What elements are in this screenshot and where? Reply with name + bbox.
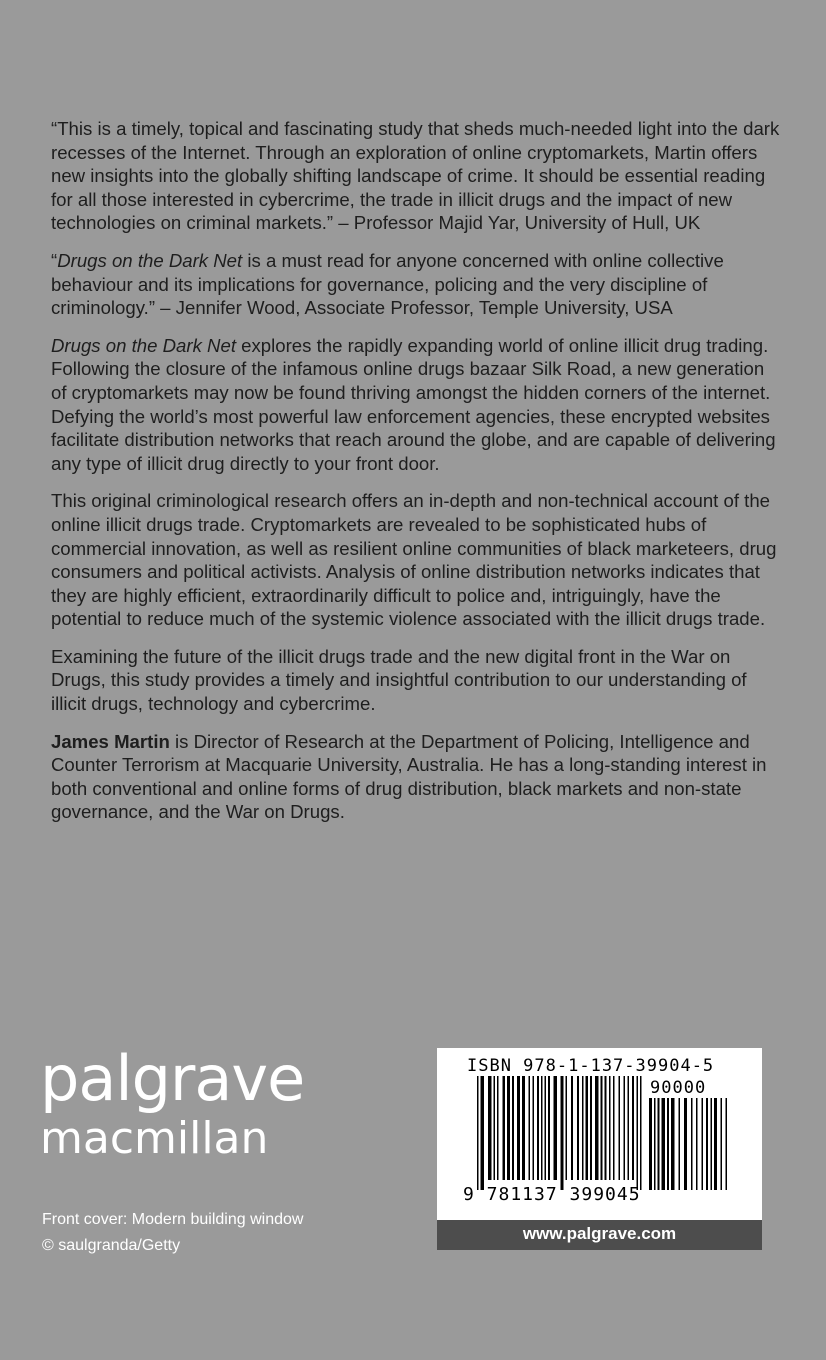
quote-open-mark: “ xyxy=(51,249,58,271)
barcode-bar xyxy=(507,1076,510,1180)
barcode-bar xyxy=(548,1076,550,1180)
book-title-italic: Drugs on the Dark Net xyxy=(51,334,236,356)
barcode-bar xyxy=(640,1076,642,1190)
publisher-logo-line1: palgrave xyxy=(40,1042,305,1115)
author-name: James Martin xyxy=(51,730,170,752)
cover-credit xyxy=(42,1207,303,1259)
barcode-bar xyxy=(582,1076,584,1180)
author-bio-text: is Director of Research at the Department of Policing, Intelligence and Counter Terrorism at Macquarie University, Australia. He has a long-standing interest in both conventional and online forms of drug distribution, black markets and non-state governance, and the War on Drugs. xyxy=(51,730,767,823)
barcode-bar xyxy=(529,1076,531,1180)
review-quote-wood-text: is a must read for anyone concerned with online collective behaviour and its implications for governance, policing and the very discipline of criminology.” – Jennifer Wood, Associate Professor, Temple University, USA xyxy=(51,249,724,319)
barcode-bar xyxy=(545,1076,547,1180)
barcode-bar xyxy=(706,1098,708,1190)
publisher-logo xyxy=(40,1042,305,1164)
author-bio xyxy=(51,730,781,824)
barcode-bar xyxy=(619,1076,621,1180)
barcode-bar xyxy=(605,1076,607,1180)
description-paragraph-1-text: explores the rapidly expanding world of online illicit drug trading. Following the closure of the infamous online drugs bazaar Silk Road, a new generation of cryptomarkets may now be found thriving amongst the hidden corners of the internet. Defying the world’s most powerful law enforcement agencies, these encrypted websites facilitate distribution networks that reach around the globe, and are capable of delivering any type of illicit drug directly to your front door. xyxy=(51,334,776,474)
barcode-bar xyxy=(577,1076,579,1180)
barcode-bar xyxy=(601,1076,603,1180)
cover-credit-line1: Front cover: Modern building window xyxy=(42,1211,304,1228)
barcode-bar xyxy=(613,1076,615,1180)
barcode-bar xyxy=(561,1076,564,1190)
cover-credit-line2: © saulgranda/Getty xyxy=(42,1237,181,1254)
barcode-bar xyxy=(590,1076,592,1180)
publisher-logo-line2: macmillan xyxy=(40,1113,269,1164)
publisher-url: www.palgrave.com xyxy=(437,1220,762,1250)
barcode-bar xyxy=(721,1098,723,1190)
barcode-bar xyxy=(679,1098,681,1190)
barcode-box xyxy=(437,1048,762,1220)
barcode-bar xyxy=(488,1076,492,1180)
barcode-bar xyxy=(662,1098,666,1190)
barcode-bar xyxy=(566,1076,568,1180)
barcode-bar xyxy=(649,1098,652,1190)
description-paragraph-3: Examining the future of the illicit drugs trade and the new digital front in the War on Drugs, this study provides a timely and insightful contribution to our understanding of illicit drugs, technology and cybercrime. xyxy=(51,645,747,715)
barcode-bar xyxy=(503,1076,506,1180)
barcode-bar xyxy=(637,1076,639,1190)
barcode-bar xyxy=(696,1098,698,1190)
barcode-bar xyxy=(684,1098,687,1190)
barcode-bar xyxy=(494,1076,496,1180)
barcode-digits: 9 781137 399045 xyxy=(463,1184,641,1205)
barcode-bar xyxy=(632,1076,634,1180)
barcode-bar xyxy=(711,1098,713,1190)
review-quote-wood xyxy=(51,249,781,320)
barcode-bar xyxy=(554,1076,558,1180)
barcode-bar xyxy=(654,1098,656,1190)
barcode-bar xyxy=(658,1098,660,1190)
barcode-bar xyxy=(481,1076,485,1190)
book-title-italic: Drugs on the Dark Net xyxy=(57,249,243,271)
barcode-bar xyxy=(512,1076,514,1180)
barcode-bar xyxy=(522,1076,525,1180)
barcode-bar xyxy=(571,1076,573,1180)
review-quote-yar: “This is a timely, topical and fascinating study that sheds much-needed light into the dark recesses of the Internet. Through an exploration of online cryptomarkets, Martin offers new insights into the globally shifting landscape of crime. It should be essential reading for all those interested in cybercrime, the trade in illicit drugs and the impact of new technologies on criminal markets.” – Professor Majid Yar, University of Hull, UK xyxy=(51,118,780,234)
isbn-label: ISBN 978-1-137-39904-5 xyxy=(467,1056,715,1076)
barcode-bar xyxy=(691,1098,693,1190)
barcode-bar xyxy=(726,1098,728,1190)
barcode-bar xyxy=(517,1076,520,1180)
barcode-bar xyxy=(533,1076,535,1180)
barcode-bar xyxy=(609,1076,611,1180)
price-code: 90000 xyxy=(650,1078,707,1098)
barcode-bar xyxy=(595,1076,599,1180)
barcode-bar xyxy=(477,1076,479,1190)
barcode-bar xyxy=(586,1076,589,1180)
barcode-bar xyxy=(628,1076,630,1180)
barcode-bar xyxy=(537,1076,539,1180)
barcode-bar xyxy=(497,1076,499,1180)
description-paragraph-1 xyxy=(51,334,781,476)
barcode-bar xyxy=(541,1076,543,1180)
barcode-bar xyxy=(667,1098,669,1190)
barcode-bar xyxy=(671,1098,675,1190)
back-cover-text xyxy=(51,117,781,838)
description-paragraph-2: This original criminological research offers an in-depth and non-technical account of the online illicit drugs trade. Cryptomarkets are revealed to be sophisticated hubs of commercial innovation, as well as resilient online communities of black marketeers, drug consumers and political activists. Analysis of online distribution networks indicates that they are highly efficient, extraordinarily difficult to police and, intriguingly, have the potential to reduce much of the systemic violence associated with the illicit drugs trade. xyxy=(51,490,777,630)
barcode-bar xyxy=(624,1076,626,1180)
barcode-bar xyxy=(702,1098,704,1190)
barcode-bar xyxy=(714,1098,717,1190)
